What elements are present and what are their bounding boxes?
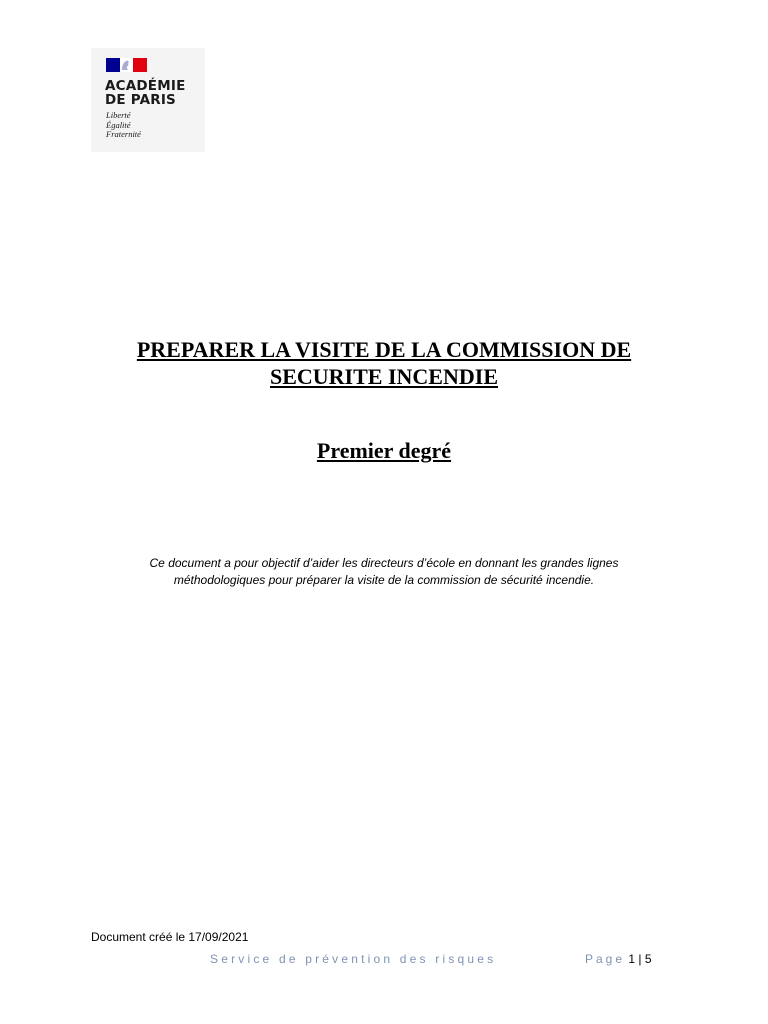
footer-page-number [585, 951, 652, 968]
academie-logo [91, 48, 205, 152]
motto-egalite: Égalité [106, 119, 131, 130]
french-flag-icon [106, 58, 147, 72]
document-title-line1: PREPARER LA VISITE DE LA COMMISSION DE [136, 337, 632, 362]
footer-service: Service de prévention des risques [210, 952, 497, 966]
creation-date: Document créé le 17/09/2021 [91, 930, 249, 944]
motto-fraternite: Fraternité [106, 129, 141, 139]
logo-name-line2: DE PARIS [105, 92, 176, 108]
page-label: Page [585, 952, 626, 966]
marianne-icon [119, 59, 131, 71]
intro-line2: méthodologiques pour préparer la visite de la commission de sécurité incendie. [173, 573, 595, 587]
intro-paragraph [100, 555, 668, 589]
page-total: 5 [644, 952, 652, 966]
page-separator: | [638, 952, 642, 966]
logo-motto [106, 111, 141, 140]
document-subtitle: Premier degré [316, 438, 452, 463]
document-title-line2: SECURITE INCENDIE [269, 364, 498, 389]
page-current: 1 [628, 952, 636, 966]
logo-name-line1: ACADÉMIE [105, 78, 186, 94]
motto-liberte: Liberté [106, 110, 131, 120]
logo-name [105, 79, 186, 107]
document-title [60, 336, 708, 390]
intro-line1: Ce document a pour objectif d’aider les directeurs d’école en donnant les grandes lignes [149, 556, 619, 570]
